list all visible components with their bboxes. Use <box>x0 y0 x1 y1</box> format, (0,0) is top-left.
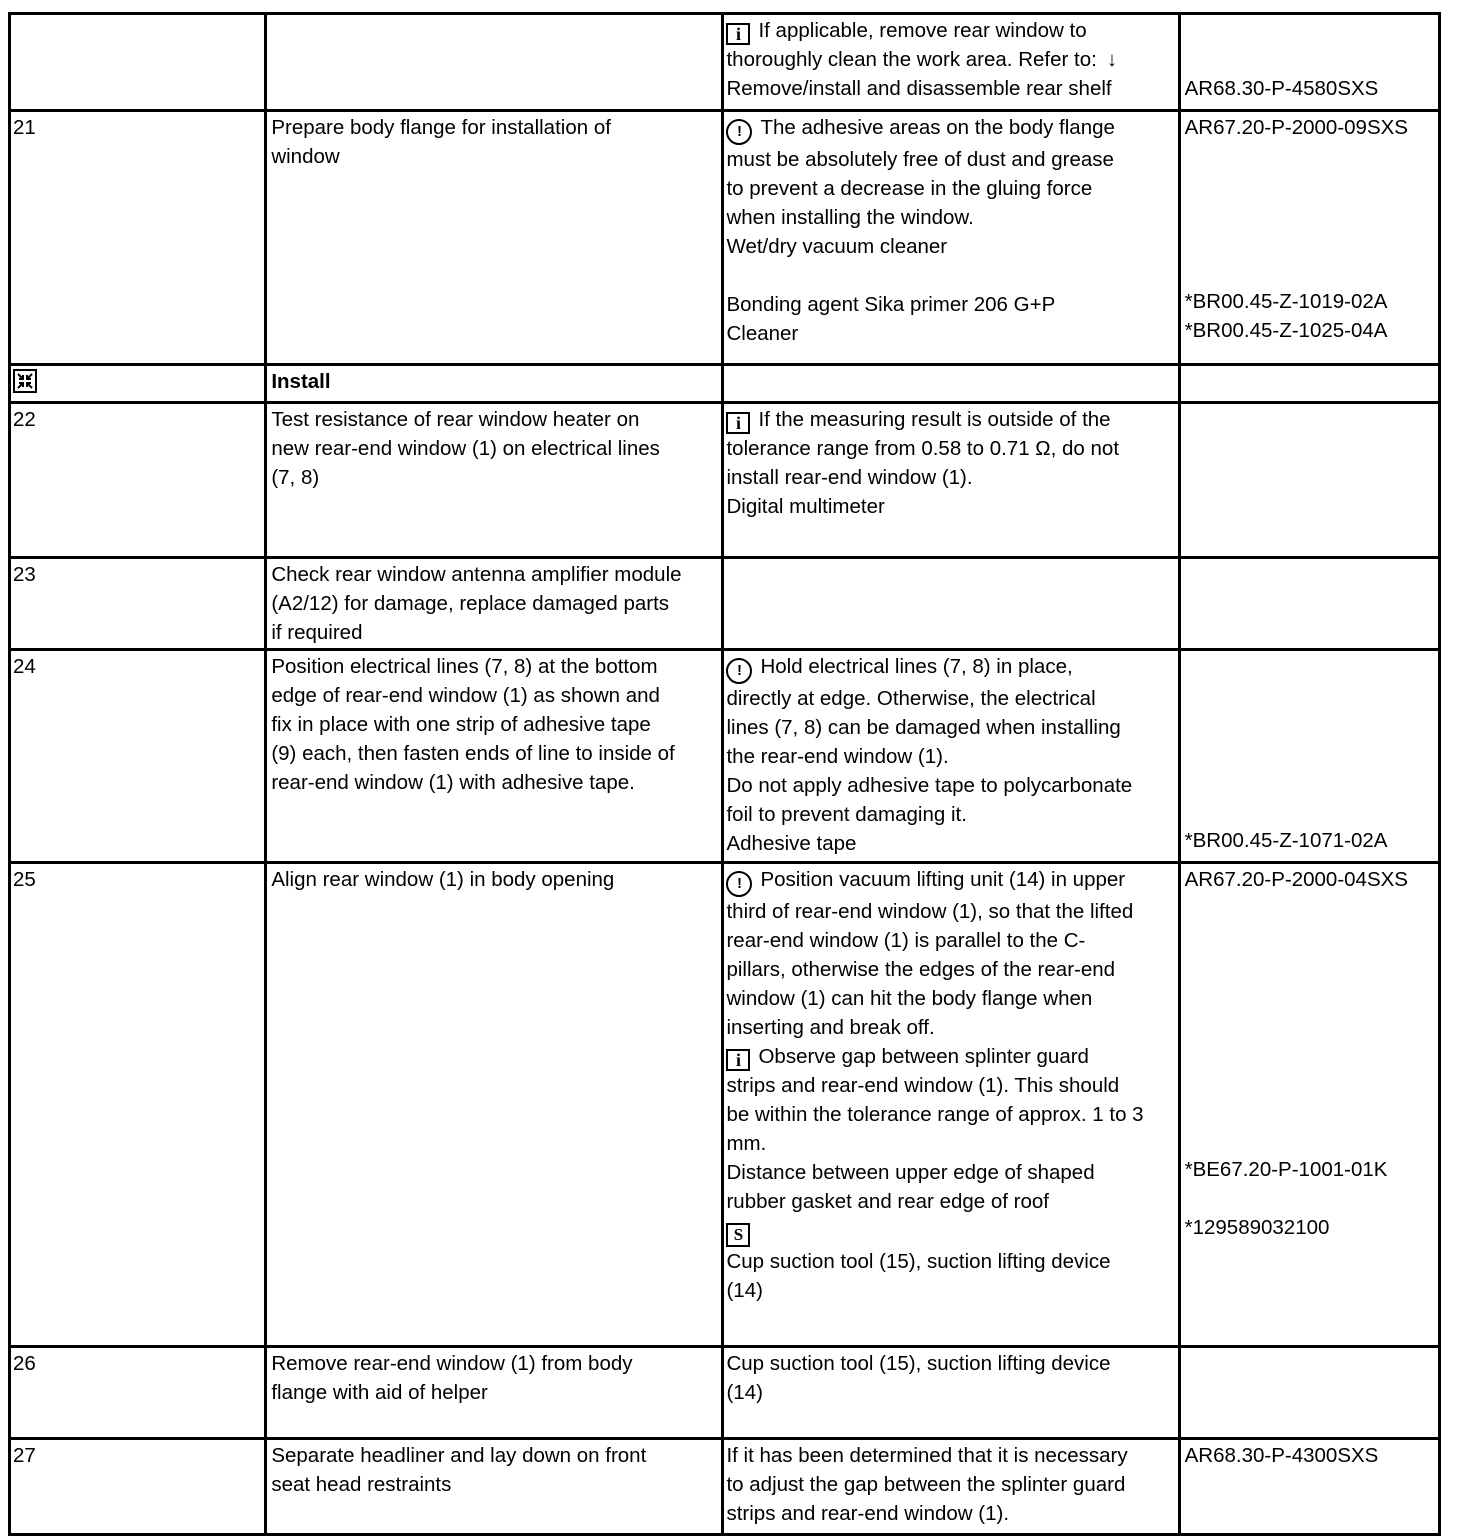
reference-link[interactable]: *129589032100 <box>1184 1216 1330 1239</box>
table-row <box>10 403 1440 558</box>
reference-link[interactable]: AR68.30-P-4580SXS <box>1184 77 1379 100</box>
step-cell: 24 <box>10 650 266 863</box>
reference-link[interactable]: AR68.30-P-4300SXS <box>1184 1444 1379 1467</box>
action-cell: Test resistance of rear window heater on new rear-end window (1) on electrical lines (7, 8) <box>266 403 723 558</box>
info-icon: i <box>726 23 750 45</box>
reference-cell <box>1179 863 1439 1347</box>
reference-cell <box>1179 403 1439 558</box>
reference-link[interactable]: *BR00.45-Z-1019-02A <box>1184 290 1388 313</box>
step-cell: 21 <box>10 111 266 365</box>
reference-link[interactable]: *BR00.45-Z-1071-02A <box>1184 829 1388 852</box>
reference-cell <box>1179 111 1439 365</box>
reference-cell <box>1179 365 1439 403</box>
note-cell: i If applicable, remove rear window to thoroughly clean the work area. Refer to: ↓ Remove/install and disassemble rear shelf <box>723 14 1179 111</box>
table-row <box>10 1439 1440 1535</box>
step-cell: 27 <box>10 1439 266 1535</box>
step-cell: 22 <box>10 403 266 558</box>
special-tool-icon: S <box>726 1223 750 1247</box>
reference-cell <box>1179 558 1439 650</box>
action-cell: Position electrical lines (7, 8) at the bottom edge of rear-end window (1) as shown and fix in place with one strip of adhesive tape (9) each, then fasten ends of line to inside of rear-end window (1) with adhesive tape. <box>266 650 723 863</box>
note-cell <box>723 558 1179 650</box>
warning-icon: ! <box>726 658 752 684</box>
warning-icon: ! <box>726 871 752 897</box>
reference-link[interactable]: *BE67.20-P-1001-01K <box>1184 1158 1388 1181</box>
action-cell: Align rear window (1) in body opening <box>266 863 723 1347</box>
reference-link[interactable]: AR67.20-P-2000-09SXS <box>1184 116 1408 139</box>
step-cell <box>10 365 266 403</box>
info-icon: i <box>726 412 750 434</box>
reference-cell <box>1179 1347 1439 1439</box>
note-cell: ! The adhesive areas on the body flange must be absolutely free of dust and grease to prevent a decrease in the gluing force when installing the window. Wet/dry vacuum cleaner Bonding agent Sika primer 206 G+P Cleaner <box>723 111 1179 365</box>
section-heading: Install <box>266 365 723 403</box>
note-cell: ! Hold electrical lines (7, 8) in place, directly at edge. Otherwise, the electrical lines (7, 8) can be damaged when installing the rear-end window (1). Do not apply adhesive tape to polycarbonate foil to prevent damaging it. Adhesive tape <box>723 650 1179 863</box>
table-row <box>10 14 1440 111</box>
note-cell: i If the measuring result is outside of the tolerance range from 0.58 to 0.71 Ω, do not install rear-end window (1). Digital multimeter <box>723 403 1179 558</box>
step-cell: 26 <box>10 1347 266 1439</box>
reference-cell <box>1179 650 1439 863</box>
note-cell: ! Position vacuum lifting unit (14) in upper third of rear-end window (1), so that the lifted rear-end window (1) is parallel to the C- pillars, otherwise the edges of the rear-end window (1) can hit the body flange when inserting and break off. i Observe gap between splinter guard strips and rear-end window (1). This should be within the tolerance range of approx. 1 to 3 mm. Distance between upper edge of shaped rubber gasket and rear edge of roof S Cup suction tool (15), suction lifting device (14) <box>723 863 1179 1347</box>
rear-shelf-link[interactable]: Remove/install and disassemble rear shelf <box>726 77 1112 100</box>
info-icon: i <box>726 1049 750 1071</box>
table-row <box>10 1347 1440 1439</box>
reference-cell <box>1179 1439 1439 1535</box>
step-cell: 23 <box>10 558 266 650</box>
table-row <box>10 111 1440 365</box>
warning-icon: ! <box>726 119 752 145</box>
table-row <box>10 365 1440 403</box>
step-cell <box>10 14 266 111</box>
action-cell: Prepare body flange for installation of window <box>266 111 723 365</box>
note-cell: Cup suction tool (15), suction lifting device (14) <box>723 1347 1179 1439</box>
jump-arrow-icon[interactable]: ↓ <box>1106 48 1118 71</box>
note-cell <box>723 365 1179 403</box>
table-row <box>10 650 1440 863</box>
reference-link[interactable]: *BR00.45-Z-1025-04A <box>1184 319 1388 342</box>
reference-cell <box>1179 14 1439 111</box>
action-cell: Separate headliner and lay down on front seat head restraints <box>266 1439 723 1535</box>
table-row <box>10 863 1440 1347</box>
step-cell: 25 <box>10 863 266 1347</box>
action-cell: Remove rear-end window (1) from body flange with aid of helper <box>266 1347 723 1439</box>
note-cell: If it has been determined that it is necessary to adjust the gap between the splinter guard strips and rear-end window (1). <box>723 1439 1179 1535</box>
reference-link[interactable]: AR67.20-P-2000-04SXS <box>1184 868 1408 891</box>
install-icon <box>13 369 37 393</box>
action-cell: Check rear window antenna amplifier module (A2/12) for damage, replace damaged parts if required <box>266 558 723 650</box>
procedure-table <box>8 12 1441 1536</box>
action-cell <box>266 14 723 111</box>
table-row <box>10 558 1440 650</box>
